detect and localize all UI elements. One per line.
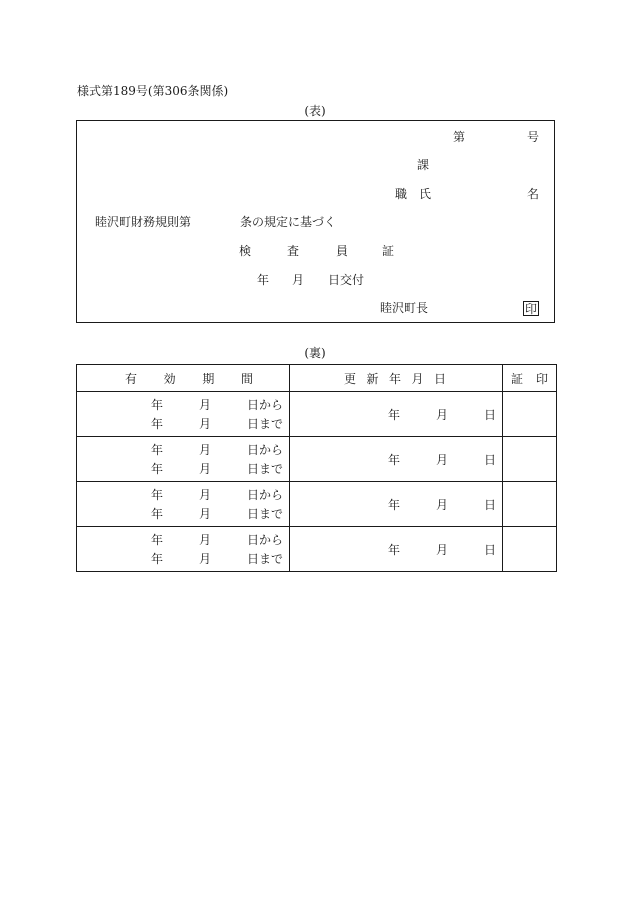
seal-mark: 印 (525, 302, 538, 316)
seal-cell (503, 437, 557, 482)
label-shoku: 職 (395, 187, 408, 201)
regulation-tail: 条の規定に基づく (240, 215, 337, 229)
seal-cell (503, 527, 557, 572)
validity-period-cell: 年 月 日から 年 月 日まで (77, 437, 290, 482)
seal-cell (503, 482, 557, 527)
issue-month: 月 (292, 273, 305, 287)
table-row (77, 482, 557, 527)
validity-period-cell: 年 月 日から 年 月 日まで (77, 392, 290, 437)
table-row (77, 392, 557, 437)
header-validity-period: 有 効 期 間 (77, 365, 290, 392)
section-ka: 課 (417, 158, 430, 172)
issuer-name: 睦沢町長 (380, 301, 429, 315)
header-certificate-seal: 証 印 (503, 365, 557, 392)
title-char-2: 査 (287, 244, 300, 258)
title-char-3: 員 (336, 244, 349, 258)
table-row (77, 527, 557, 572)
title-char-4: 証 (382, 244, 395, 258)
form-number: 様式第189号(第306条関係) (77, 84, 229, 98)
number-dai: 第 (453, 130, 466, 144)
table-row (77, 437, 557, 482)
front-side-box (76, 120, 555, 323)
title-char-1: 検 (239, 244, 252, 258)
label-mei: 名 (527, 187, 540, 201)
label-shi: 氏 (419, 187, 432, 201)
front-caption: (表) (304, 104, 326, 118)
back-caption: (裏) (304, 346, 326, 360)
renewal-date-cell: 年 月 日 (290, 437, 503, 482)
renewal-date-cell: 年 月 日 (290, 482, 503, 527)
seal-cell (503, 392, 557, 437)
header-renewal-date: 更 新 年 月 日 (290, 365, 503, 392)
renewal-date-cell: 年 月 日 (290, 527, 503, 572)
issue-day: 日交付 (328, 273, 365, 287)
regulation-text: 睦沢町財務規則第 (95, 215, 192, 229)
table-header-row (77, 365, 557, 392)
issue-year: 年 (257, 273, 270, 287)
validity-period-cell: 年 月 日から 年 月 日まで (77, 527, 290, 572)
number-go: 号 (527, 130, 540, 144)
renewal-date-cell: 年 月 日 (290, 392, 503, 437)
validity-period-cell: 年 月 日から 年 月 日まで (77, 482, 290, 527)
back-side-table (76, 364, 557, 572)
